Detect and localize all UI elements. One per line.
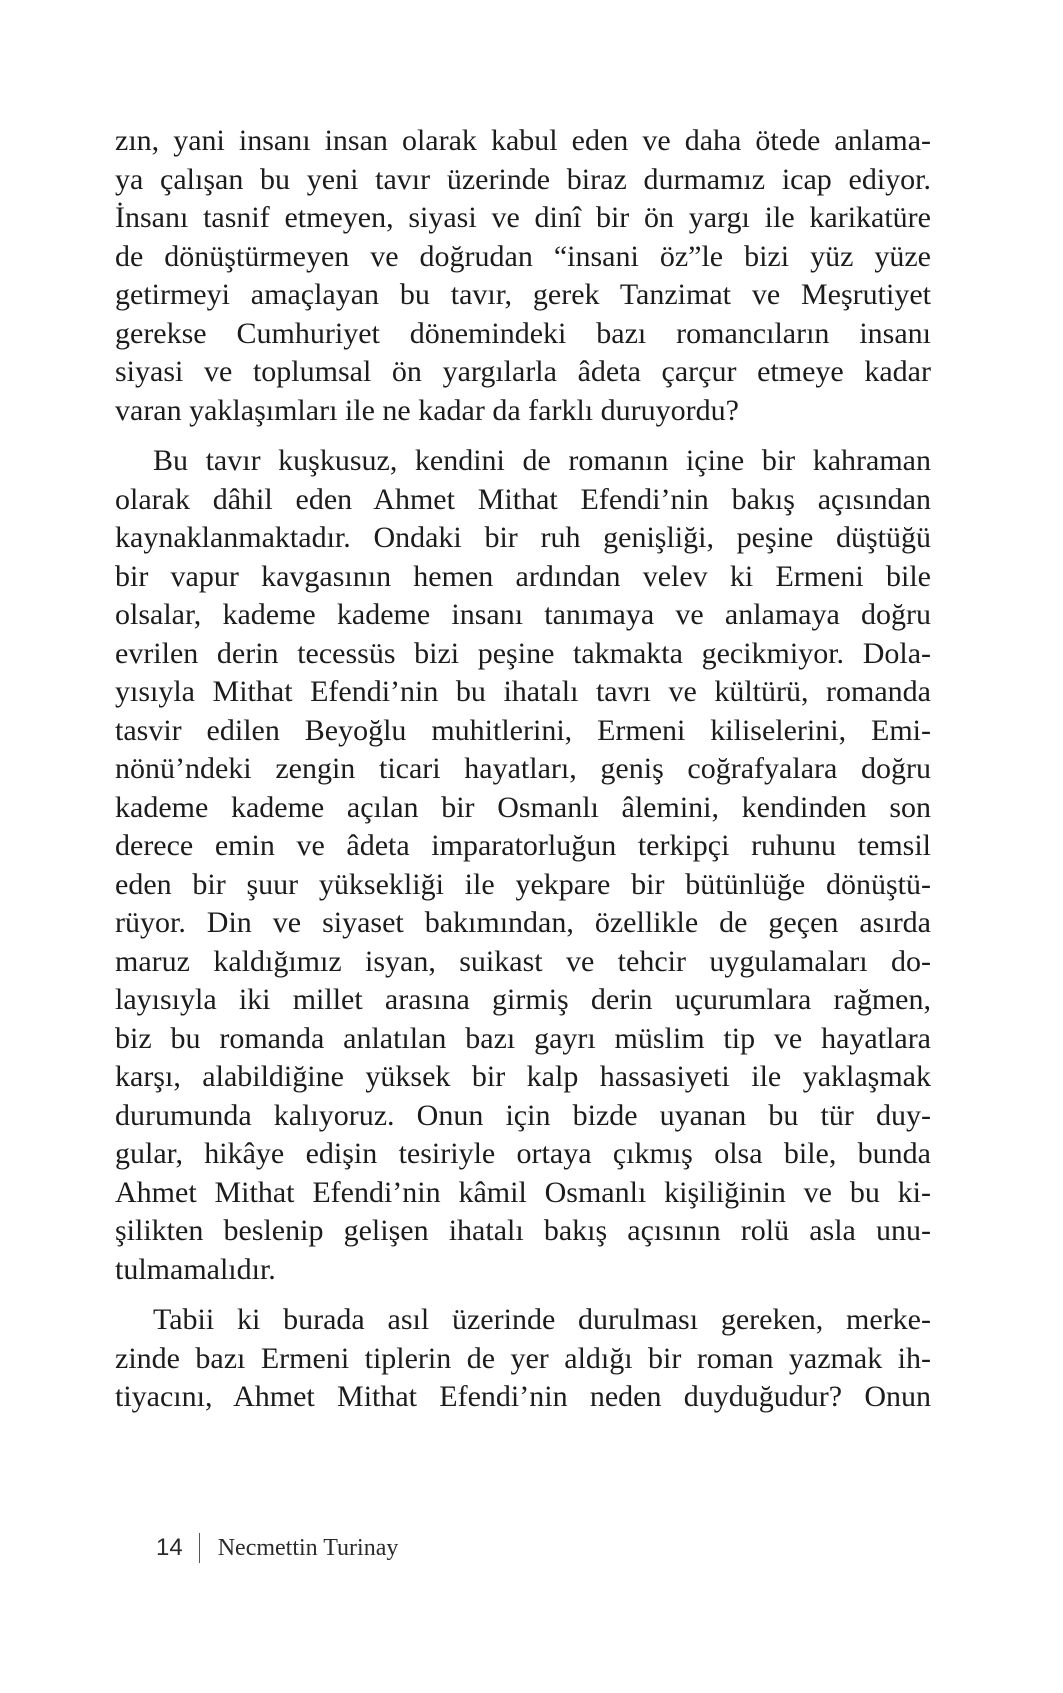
text-line: ya çalışan bu yeni tavır üzerinde biraz durmamız icap ediyor. bbox=[115, 162, 931, 196]
text-line: tasvir edilen Beyoğlu muhitlerini, Ermeni kiliselerini, Emi- bbox=[115, 713, 931, 747]
text-line: karşı, alabildiğine yüksek bir kalp hassasiyeti ile yaklaşmak bbox=[115, 1060, 931, 1093]
text-line: Bu tavır kuşkusuz, kendini de romanın içine bir kahraman bbox=[153, 444, 931, 477]
text-line: getirmeyi amaçlayan bu tavır, gerek Tanzimat ve Meşrutiyet bbox=[115, 278, 931, 311]
text-line: kaynaklanmaktadır. Ondaki bir ruh genişliği, peşine düştüğü bbox=[115, 521, 931, 554]
text-line: zinde bazı Ermeni tiplerin de yer aldığı bir roman yazmak ih- bbox=[115, 1341, 931, 1375]
page-number: 14 bbox=[156, 1534, 183, 1561]
text-line: evrilen derin tecessüs bizi peşine takmakta gecikmiyor. Dola- bbox=[115, 636, 931, 670]
text-line: rüyor. Din ve siyaset bakımından, özellikle de geçen asırda bbox=[115, 906, 931, 939]
text-line: Ahmet Mithat Efendi’nin kâmil Osmanlı kişiliğinin ve bu ki- bbox=[115, 1175, 931, 1209]
text-line: Tabii ki burada asıl üzerinde durulması gereken, merke- bbox=[153, 1303, 931, 1336]
text-line: siyasi ve toplumsal ön yargılarla âdeta çarçur etmeye kadar bbox=[115, 355, 931, 388]
page-footer bbox=[156, 1528, 398, 1568]
text-line: bir vapur kavgasının hemen ardından velev ki Ermeni bile bbox=[115, 559, 931, 593]
running-footer-author: Necmettin Turinay bbox=[217, 1534, 399, 1561]
text-line: zın, yani insanı insan olarak kabul eden ve daha ötede anlama- bbox=[115, 124, 931, 157]
paragraph-2 bbox=[115, 442, 931, 1289]
text-line: yısıyla Mithat Efendi’nin bu ihatalı tavrı ve kültürü, romanda bbox=[115, 675, 931, 708]
text-line: eden bir şuur yüksekliği ile yekpare bir bütünlüğe dönüştü- bbox=[115, 867, 931, 901]
text-line: nönü’ndeki zengin ticari hayatları, geniş coğrafyalara doğru bbox=[115, 752, 931, 785]
text-line: durumunda kalıyoruz. Onun için bizde uyanan bu tür duy- bbox=[115, 1098, 931, 1132]
text-line: olarak dâhil eden Ahmet Mithat Efendi’nin bakış açısından bbox=[115, 482, 931, 516]
text-line: tulmamalıdır. bbox=[115, 1252, 276, 1286]
text-line: gular, hikâye edişin tesiriyle ortaya çıkmış olsa bile, bunda bbox=[115, 1137, 931, 1170]
text-line: olsalar, kademe kademe insanı tanımaya ve anlamaya doğru bbox=[115, 598, 931, 631]
text-line: İnsanı tasnif etmeyen, siyasi ve dinî bir ön yargı ile karikatüre bbox=[115, 201, 931, 234]
paragraph-3 bbox=[115, 1301, 931, 1417]
text-line: kademe kademe açılan bir Osmanlı âlemini, kendinden son bbox=[115, 790, 931, 824]
text-line: biz bu romanda anlatılan bazı gayrı müslim tip ve hayatlara bbox=[115, 1021, 931, 1055]
body-text bbox=[115, 122, 931, 1429]
text-line: maruz kaldığımız isyan, suikast ve tehcir uygulamaları do- bbox=[115, 944, 931, 978]
text-line: gerekse Cumhuriyet dönemindeki bazı romancıların insanı bbox=[115, 316, 931, 350]
text-line: de dönüştürmeyen ve doğrudan “insani öz”le bizi yüz yüze bbox=[115, 239, 931, 273]
text-line: tiyacını, Ahmet Mithat Efendi’nin neden duyduğudur? Onun bbox=[115, 1380, 931, 1413]
text-line: şilikten beslenip gelişen ihatalı bakış açısının rolü asla unu- bbox=[115, 1214, 931, 1247]
paragraph-1 bbox=[115, 122, 931, 430]
footer-divider bbox=[199, 1533, 200, 1563]
text-line: varan yaklaşımları ile ne kadar da farklı duruyordu? bbox=[115, 393, 739, 427]
text-line: layısıyla iki millet arasına girmiş derin uçurumlara rağmen, bbox=[115, 983, 931, 1016]
text-line: derece emin ve âdeta imparatorluğun terkipçi ruhunu temsil bbox=[115, 829, 931, 862]
